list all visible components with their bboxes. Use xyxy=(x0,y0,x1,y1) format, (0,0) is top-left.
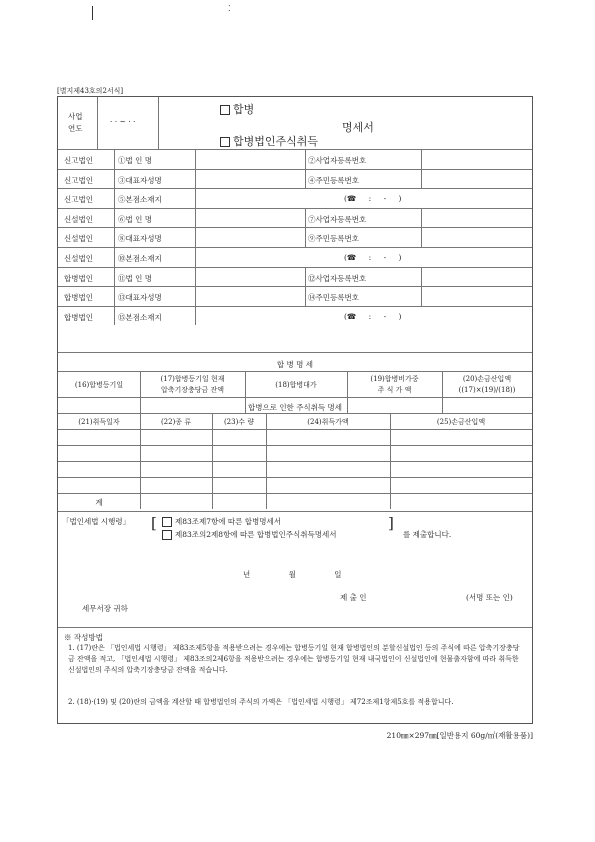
merger-col-header: (17)합병등기일 현재 압축기장충당금 잔액 xyxy=(160,375,225,394)
year-range: · · ~ · · xyxy=(110,117,136,126)
form-label: [별지제43호의2서식] xyxy=(57,87,124,95)
party-field-label: ⑨주민등록번호 xyxy=(308,234,359,244)
notes-heading: ※ 작성방법 xyxy=(64,633,103,642)
stock-row-line xyxy=(58,477,532,478)
stock-row-line xyxy=(58,461,532,462)
party-divider xyxy=(114,306,115,326)
party-role: 신설법인 xyxy=(64,234,93,244)
business-year-label: 사업 연도 xyxy=(68,112,83,133)
merger-section-title: 합 병 명 세 xyxy=(276,360,314,369)
option1-row[interactable] xyxy=(162,516,281,527)
party-divider xyxy=(305,286,306,306)
merger-col-header: (20)손금산입액 ((17)×(19)/(18)) xyxy=(458,375,516,394)
party-divider xyxy=(305,267,306,287)
option2-label: 제83조의2제8항에 따른 합병법인주식취득명세서 xyxy=(175,530,337,539)
party-field-label: ⑩본점소재지 xyxy=(118,254,162,263)
party-field-label: ⑭주민등록번호 xyxy=(308,293,359,303)
stock-section-title: 합병으로 인한 주식취득 명세 xyxy=(247,403,343,412)
party-divider xyxy=(114,267,115,287)
form-frame xyxy=(57,96,533,724)
party-row-line xyxy=(58,169,532,170)
party-row-line xyxy=(58,208,532,209)
party-divider xyxy=(114,208,115,228)
party-divider xyxy=(195,169,196,189)
party-role: 신설법인 xyxy=(64,254,93,263)
party-row-line xyxy=(58,188,532,189)
top-bracket-mark xyxy=(92,6,93,20)
party-divider xyxy=(421,169,422,189)
stock-col-header: (22)종 류 xyxy=(160,418,192,426)
option1-label: 제83조제7항에 따른 합병명세서 xyxy=(175,517,282,526)
party-divider xyxy=(305,227,306,247)
party-divider xyxy=(195,306,196,326)
party-divider xyxy=(114,169,115,189)
law-prefix: 「법인세법 시행령」 xyxy=(62,517,131,526)
submitter-label: 제 출 인 xyxy=(340,593,367,602)
submission-bracket-close: ] xyxy=(388,514,394,532)
party-row-line xyxy=(58,267,532,268)
party-phone: (☎ : - ) xyxy=(344,194,402,204)
stock-col-header: (24)취득가액 xyxy=(307,418,349,426)
top-dot-mark: ⁚ xyxy=(228,4,231,13)
party-role: 신설법인 xyxy=(64,214,93,224)
merger-col-header: (18)합병대가 xyxy=(275,381,317,389)
party-divider xyxy=(305,149,306,169)
submission-suffix: 를 제출합니다. xyxy=(403,530,452,539)
party-phone: (☎ : - ) xyxy=(344,253,402,262)
sign-label: (서명 또는 인) xyxy=(466,593,513,602)
checkbox-stock-acq[interactable] xyxy=(220,137,230,147)
merger-col-header: (19)합병비가중 주 식 가 액 xyxy=(370,375,419,394)
party-field-label: ③대표자성명 xyxy=(118,175,162,185)
party-field-label: ②사업자등록번호 xyxy=(308,156,367,165)
party-divider xyxy=(421,267,422,287)
party-field-label: ⑬대표자성명 xyxy=(118,293,162,303)
party-role: 합병법인 xyxy=(64,312,93,322)
submission-bracket-open: [ xyxy=(151,514,157,532)
party-row-line xyxy=(58,286,532,287)
stock-col-header: (23)수 량 xyxy=(223,418,255,426)
party-row-line xyxy=(58,247,532,248)
party-divider xyxy=(305,208,306,228)
party-divider xyxy=(114,286,115,306)
party-divider xyxy=(114,149,115,169)
party-field-label: ⑥법 인 명 xyxy=(118,214,153,224)
stock-row-line xyxy=(58,445,532,446)
party-divider xyxy=(195,149,196,169)
stock-total-label: 계 xyxy=(95,498,103,507)
note-2: 2. (18)·(19) 및 (20)란의 금액을 계산할 때 합병법인의 주식의 가액은 「법인세법 시행령」 제72조제1항제5호를 적용합니다. xyxy=(68,698,454,706)
addressee: 세무서장 귀하 xyxy=(82,604,128,613)
party-divider xyxy=(421,149,422,169)
party-field-label: ④주민등록번호 xyxy=(308,175,359,185)
merger-col-header: (16)합병등기일 xyxy=(74,381,124,389)
party-divider xyxy=(195,286,196,306)
party-field-label: ⑫사업자등록번호 xyxy=(308,273,367,283)
party-field-label: ⑮본점소재지 xyxy=(118,312,162,322)
party-divider xyxy=(195,208,196,228)
checkbox-merger-row[interactable] xyxy=(220,101,254,117)
checkbox-option1[interactable] xyxy=(162,517,172,527)
party-divider xyxy=(114,188,115,208)
checkbox-option2[interactable] xyxy=(162,530,172,540)
party-divider xyxy=(195,267,196,287)
stock-col-header: (25)손금산입액 xyxy=(436,418,486,426)
party-role: 신고법인 xyxy=(64,195,93,205)
stock-col-header: (21)취득일자 xyxy=(78,418,120,426)
party-divider xyxy=(195,227,196,247)
party-divider xyxy=(114,227,115,247)
checkbox-merger[interactable] xyxy=(220,105,230,115)
party-divider xyxy=(305,169,306,189)
date-line: 년 월 일 xyxy=(243,570,360,579)
party-divider xyxy=(421,208,422,228)
party-divider xyxy=(195,247,196,267)
party-phone: (☎ : - ) xyxy=(344,311,402,321)
party-divider xyxy=(421,286,422,306)
paper-spec: 210㎜×297㎜[일반용지 60g/㎡(재활용품)] xyxy=(386,731,533,740)
party-divider xyxy=(114,247,115,267)
checkbox-merger-label: 합병 xyxy=(233,103,255,116)
stock-row-line xyxy=(58,493,532,494)
checkbox-stock-row[interactable] xyxy=(220,133,318,149)
party-role: 합병법인 xyxy=(64,273,93,283)
stock-row-line xyxy=(58,429,532,430)
party-field-label: ⑦사업자등록번호 xyxy=(308,214,367,224)
party-divider xyxy=(195,188,196,208)
party-row-line xyxy=(58,306,532,307)
checkbox-stock-label: 합병법인주식취득 xyxy=(233,135,319,148)
party-role: 신고법인 xyxy=(64,156,93,165)
party-row-line xyxy=(58,227,532,228)
party-role: 합병법인 xyxy=(64,293,93,303)
option2-row[interactable] xyxy=(162,529,337,540)
note-1: 1. (17)란은 「법인세법 시행령」 제83조제5항을 적용받으려는 경우에는 합병등기일 현재 합병법인의 분할신설법인 등의 주식에 따른 압축기장충당금 잔액을 적고, 「법인세법 시행령」 제83조의2제6항을 적용받으려는 경우에는 합병등기일 현재 내국법인이 신설법인에 현물출자함에 따라 취득한 신설법인의 주식의 압축기장충당금 잔액을 적습니다. xyxy=(68,644,520,674)
party-field-label: ⑧대표자성명 xyxy=(118,234,162,244)
party-role: 신고법인 xyxy=(64,175,93,185)
party-field-label: ①법 인 명 xyxy=(118,156,153,165)
party-field-label: ⑪법 인 명 xyxy=(118,273,153,283)
party-divider xyxy=(421,227,422,247)
party-field-label: ⑤본점소재지 xyxy=(118,195,162,205)
form-title: 명세서 xyxy=(342,121,374,134)
